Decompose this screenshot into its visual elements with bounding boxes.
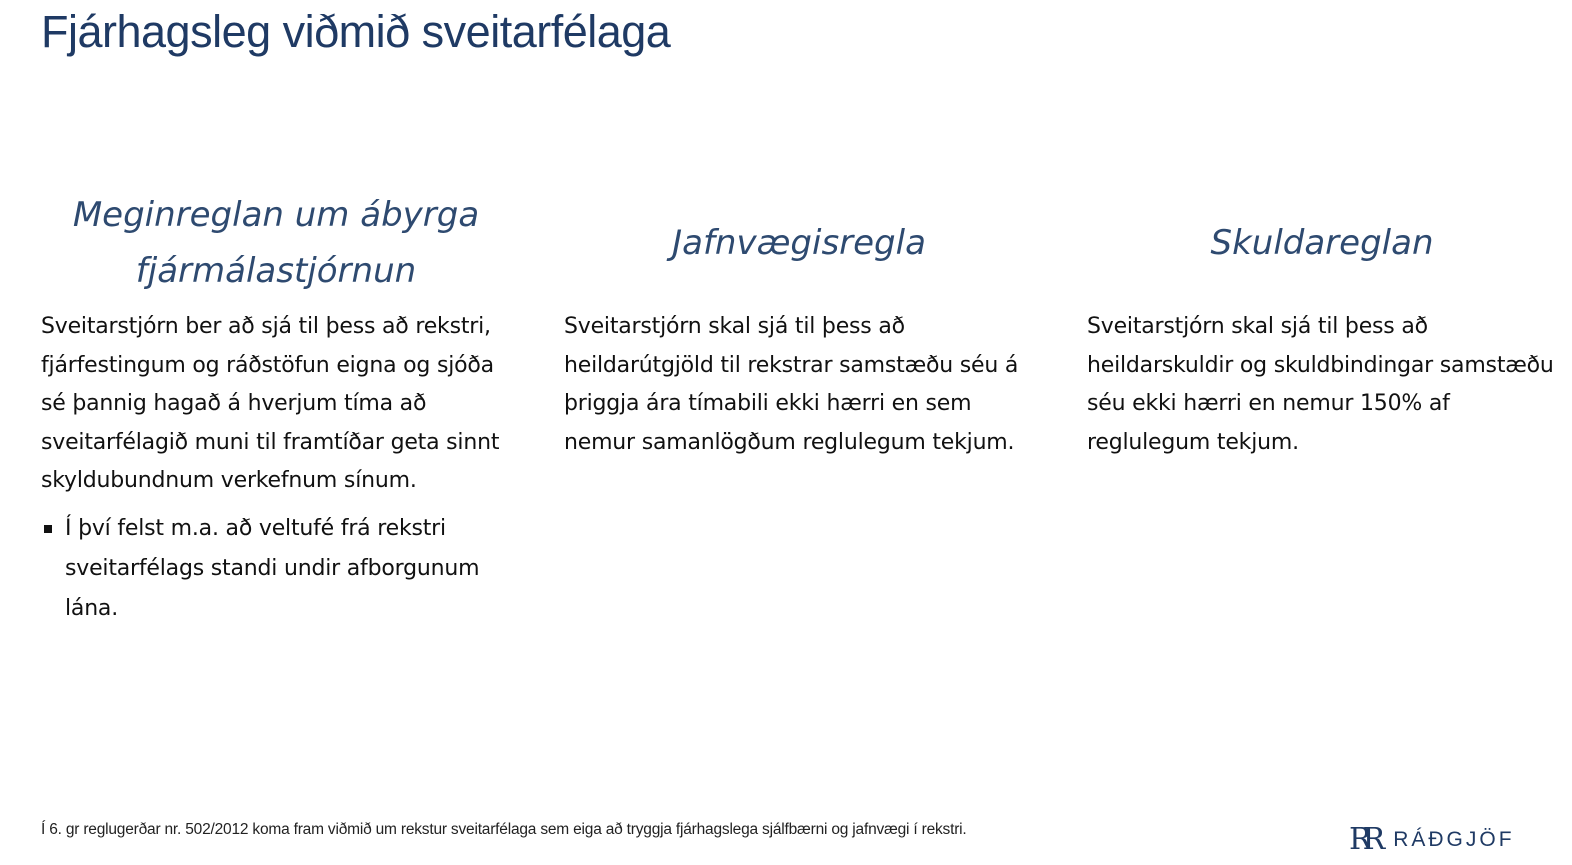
slide-title: Fjárhagsleg viðmið sveitarfélaga <box>41 6 671 57</box>
column-ability-rule <box>41 188 511 629</box>
footnote: Í 6. gr reglugerðar nr. 502/2012 koma fram viðmið um rekstur sveitarfélaga sem eiga að tryggja fjárhagslega sjálfbærni og jafnvægi í rekstri. <box>41 821 967 838</box>
column-body-text: Sveitarstjórn skal sjá til þess að heildarskuldir og skuldbindingar samstæðu séu ekki hærri en nemur 150% af reglulegum tekjum. <box>1087 314 1554 455</box>
bullet-item <box>41 509 511 629</box>
column-body-text: Sveitarstjórn ber að sjá til þess að rekstri, fjárfestingum og ráðstöfun eigna og sjóða sé þannig hagað á hverjum tíma að sveitarfélagið muni til framtíðar geta sinnt skyldubundnum verkefnum sínum. <box>41 314 500 494</box>
logo-mark-icon: RR <box>1349 822 1377 857</box>
column-heading-line: Jafnvægisregla <box>672 223 926 263</box>
column-debt-rule <box>1087 188 1557 462</box>
column-heading <box>564 188 1034 298</box>
column-heading-line: fjármálastjórnun <box>135 251 417 291</box>
company-logo <box>1349 822 1515 857</box>
logo-text: RÁÐGJÖF <box>1393 828 1515 851</box>
column-heading-line: Skuldareglan <box>1210 223 1434 263</box>
column-balance-rule <box>564 188 1034 462</box>
square-bullet-icon <box>44 525 52 533</box>
column-heading <box>1087 188 1557 298</box>
bullet-text: Í því felst m.a. að veltufé frá rekstri sveitarfélags standi undir afborgunum lána. <box>65 515 480 621</box>
column-body-text: Sveitarstjórn skal sjá til þess að heildarútgjöld til rekstrar samstæðu séu á þriggja ára tímabili ekki hærri en sem nemur samanlögðum reglulegum tekjum. <box>564 314 1019 455</box>
bullet-list <box>41 509 511 629</box>
column-heading-line: Meginreglan um ábyrga <box>72 195 480 235</box>
column-heading <box>41 188 511 298</box>
